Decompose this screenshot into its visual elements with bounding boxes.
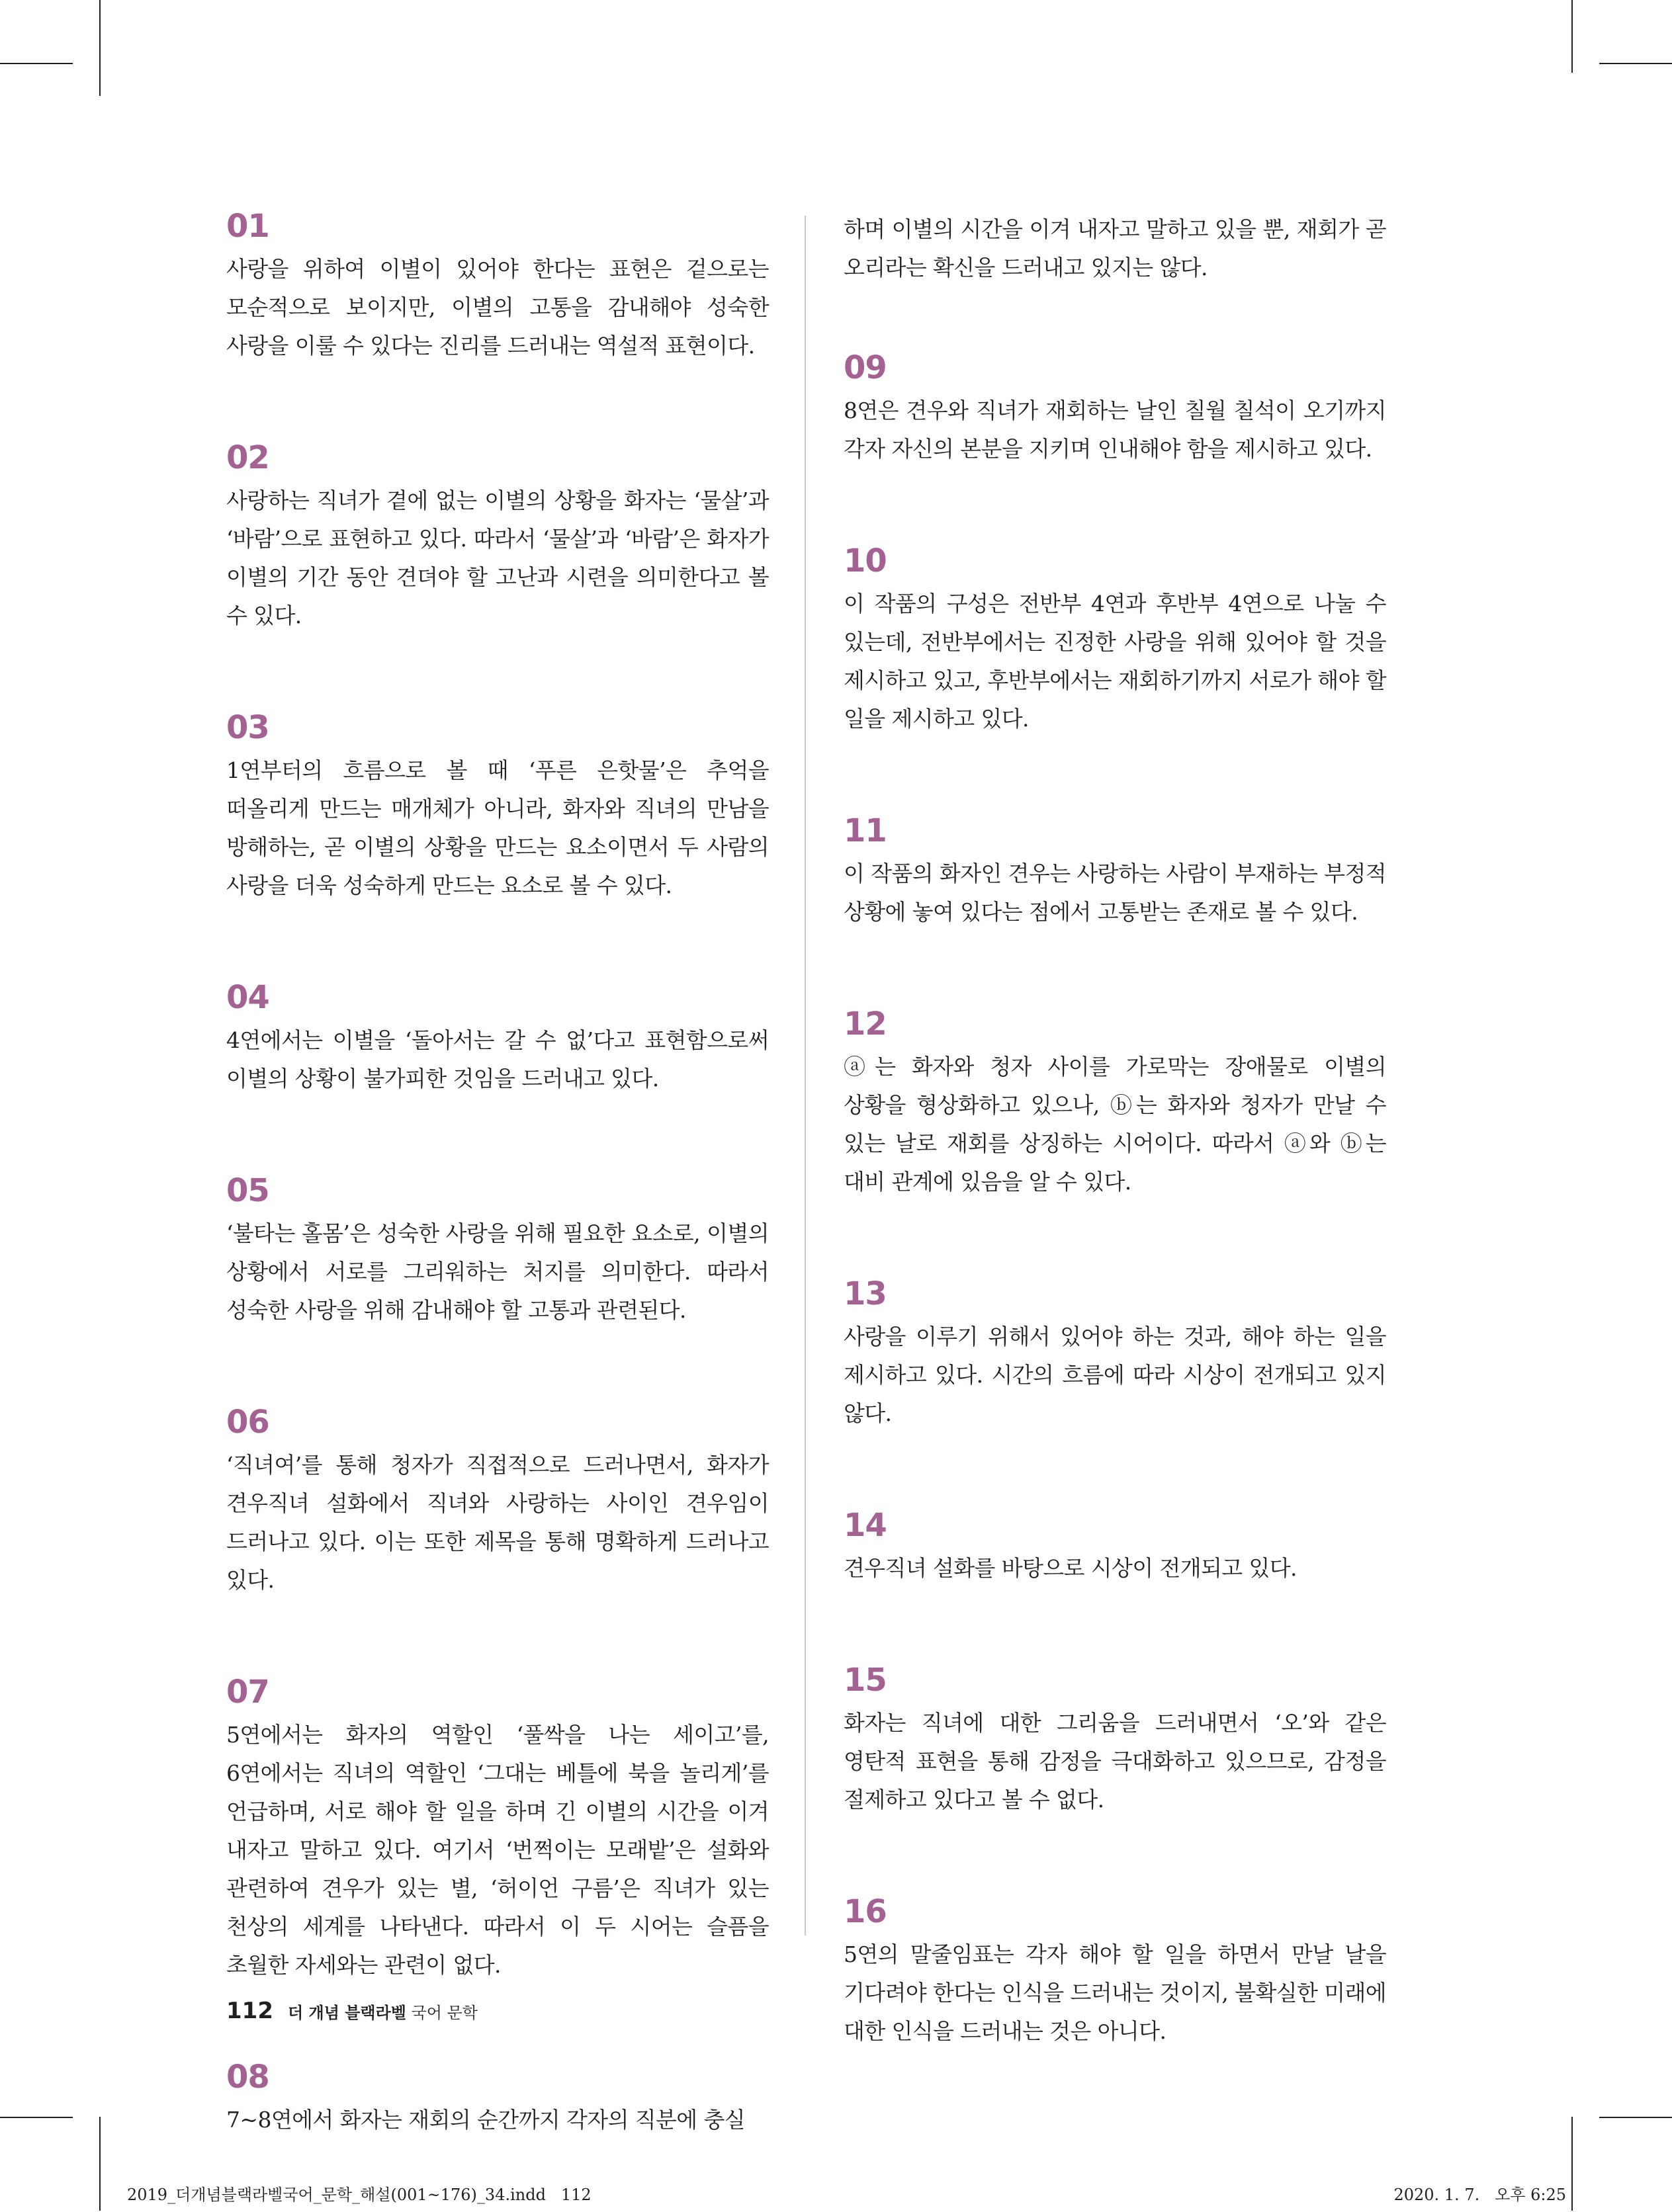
book-title-rest: 국어 문학 xyxy=(406,2004,478,2022)
item-number: 14 xyxy=(844,1507,887,1544)
print-slug-timestamp: 2020. 1. 7. 오후 6:25 xyxy=(1393,2186,1566,2204)
answer-item xyxy=(226,206,769,365)
answer-item xyxy=(226,1672,769,1984)
item-number: 02 xyxy=(226,439,269,476)
answer-item xyxy=(844,1506,1386,1588)
item-text: 5연에서는 화자의 역할인 ‘풀싹을 나는 세이고’를, 6연에서는 직녀의 역할인 ‘그대는 베틀에 북을 놀리게’를 언급하며, 서로 해야 할 일을 하며 긴 이별의 시간을 이겨 내자고 말하고 있다. 여기서 ‘번쩍이는 모래밭’은 설화와 관련하여 견우가 있는 별, ‘허이언 구름’은 직녀가 있는 천상의 세계를 나타낸다. 따라서 이 두 시어는 슬픔을 초월한 자세와는 관련이 없다. xyxy=(226,1722,769,1978)
answer-item xyxy=(844,1004,1386,1201)
item-number: 09 xyxy=(844,349,887,386)
item-text: 7~8연에서 화자는 재회의 순간까지 각자의 직분에 충실 xyxy=(226,2107,746,2133)
item-number: 08 xyxy=(226,2059,269,2096)
answer-item xyxy=(226,438,769,635)
print-slug-filename: 2019_더개념블랙라벨국어_문학_해설(001~176)_34.indd 112 xyxy=(127,2186,592,2204)
answer-item xyxy=(226,708,769,905)
item-number: 10 xyxy=(844,542,887,579)
page-number: 112 xyxy=(226,1998,273,2024)
item-text: 4연에서는 이별을 ‘돌아서는 갈 수 없’다고 표현함으로써 이별의 상황이 불가피한 것임을 드러내고 있다. xyxy=(226,1027,769,1091)
item-text: 견우직녀 설화를 바탕으로 시상이 전개되고 있다. xyxy=(844,1555,1297,1581)
item-text: 이 작품의 화자인 견우는 사랑하는 사람이 부재하는 부정적 상황에 놓여 있다는 점에서 고통받는 존재로 볼 수 있다. xyxy=(844,861,1386,925)
item-text: 8연은 견우와 직녀가 재회하는 날인 칠월 칠석이 오기까지 각자 자신의 본분을 지키며 인내해야 함을 제시하고 있다. xyxy=(844,398,1386,462)
crop-mark xyxy=(1571,0,1573,73)
crop-mark xyxy=(0,63,73,64)
answer-item xyxy=(226,1171,769,1330)
item-text: 이 작품의 구성은 전반부 4연과 후반부 4연으로 나눌 수 있는데, 전반부에서는 진정한 사랑을 위해 있어야 할 것을 제시하고 있고, 후반부에서는 재회하기까지 서로가 해야 할 일을 제시하고 있다. xyxy=(844,591,1386,732)
answer-item xyxy=(844,811,1386,931)
answer-item xyxy=(226,1402,769,1599)
item-text: ⓐ는 화자와 청자 사이를 가로막는 장애물로 이별의 상황을 형상화하고 있으나, ⓑ는 화자와 청자가 만날 수 있는 날로 재회를 상징하는 시어이다. 따라서 ⓐ와 ⓑ는 대비 관계에 있음을 알 수 있다. xyxy=(844,1054,1386,1195)
item-text: 사랑을 이루기 위해서 있어야 하는 것과, 해야 하는 일을 제시하고 있다. 시간의 흐름에 따라 시상이 전개되고 있지 않다. xyxy=(844,1324,1386,1426)
item-number: 07 xyxy=(226,1674,269,1711)
crop-mark xyxy=(1571,2117,1573,2211)
answer-item xyxy=(844,541,1386,738)
right-column xyxy=(844,210,1386,2123)
item-number: 16 xyxy=(844,1893,887,1930)
answer-item-continued xyxy=(844,210,1386,287)
crop-mark xyxy=(1599,63,1672,64)
item-text: ‘직녀여’를 통해 청자가 직접적으로 드러나면서, 화자가 견우직녀 설화에서 직녀와 사랑하는 사이인 견우임이 드러나고 있다. 이는 또한 제목을 통해 명확하게 드러나고 있다. xyxy=(226,1452,769,1593)
item-number: 06 xyxy=(226,1404,269,1441)
answer-item xyxy=(844,1274,1386,1433)
item-number: 04 xyxy=(226,979,269,1016)
item-text: 1연부터의 흐름으로 볼 때 ‘푸른 은핫물’은 추억을 떠올리게 만드는 매개체가 아니라, 화자와 직녀의 만남을 방해하는, 곧 이별의 상황을 만드는 요소이면서 두 사람의 사랑을 더욱 성숙하게 만드는 요소로 볼 수 있다. xyxy=(226,757,769,898)
answer-item xyxy=(226,978,769,1098)
item-text: 사랑을 위하여 이별이 있어야 한다는 표현은 겉으로는 모순적으로 보이지만, 이별의 고통을 감내해야 성숙한 사랑을 이룰 수 있다는 진리를 드러내는 역설적 표현이다. xyxy=(226,256,769,359)
item-text: ‘불타는 홀몸’은 성숙한 사랑을 위해 필요한 요소로, 이별의 상황에서 서로를 그리워하는 처지를 의미한다. 따라서 성숙한 사랑을 위해 감내해야 할 고통과 관련된다. xyxy=(226,1220,769,1323)
book-title xyxy=(288,2000,478,2023)
column-divider xyxy=(805,216,806,1936)
crop-mark xyxy=(99,63,101,96)
item-number: 13 xyxy=(844,1275,887,1312)
page-footer xyxy=(226,1998,478,2024)
item-text: 5연의 말줄임표는 각자 해야 할 일을 하면서 만날 날을 기다려야 한다는 인식을 드러내는 것이지, 불확실한 미래에 대한 인식을 드러내는 것은 아니다. xyxy=(844,1941,1386,2044)
left-column xyxy=(226,206,769,2212)
crop-mark xyxy=(99,2117,101,2211)
item-text: 사랑하는 직녀가 곁에 없는 이별의 상황을 화자는 ‘물살’과 ‘바람’으로 표현하고 있다. 따라서 ‘물살’과 ‘바람’은 화자가 이별의 기간 동안 견뎌야 할 고난과 시련을 의미한다고 볼 수 있다. xyxy=(226,488,769,628)
answer-item xyxy=(226,2057,769,2139)
crop-mark xyxy=(0,2117,73,2118)
item-text: 화자는 직녀에 대한 그리움을 드러내면서 ‘오’와 같은 영탄적 표현을 통해 감정을 극대화하고 있으므로, 감정을 절제하고 있다고 볼 수 없다. xyxy=(844,1710,1386,1812)
item-number: 05 xyxy=(226,1172,269,1209)
crop-mark xyxy=(99,0,101,73)
item-text: 하며 이별의 시간을 이겨 내자고 말하고 있을 뿐, 재회가 곧 오리라는 확신을 드러내고 있지는 않다. xyxy=(844,216,1386,280)
item-number: 03 xyxy=(226,709,269,746)
item-number: 11 xyxy=(844,812,887,849)
answer-item xyxy=(844,1892,1386,2051)
item-number: 12 xyxy=(844,1005,887,1042)
book-title-bold: 더 개념 블랙라벨 xyxy=(287,2004,406,2022)
answer-item xyxy=(844,348,1386,468)
crop-mark xyxy=(1599,2117,1672,2118)
answer-item xyxy=(844,1660,1386,1819)
item-number: 15 xyxy=(844,1662,887,1699)
item-number: 01 xyxy=(226,208,269,245)
